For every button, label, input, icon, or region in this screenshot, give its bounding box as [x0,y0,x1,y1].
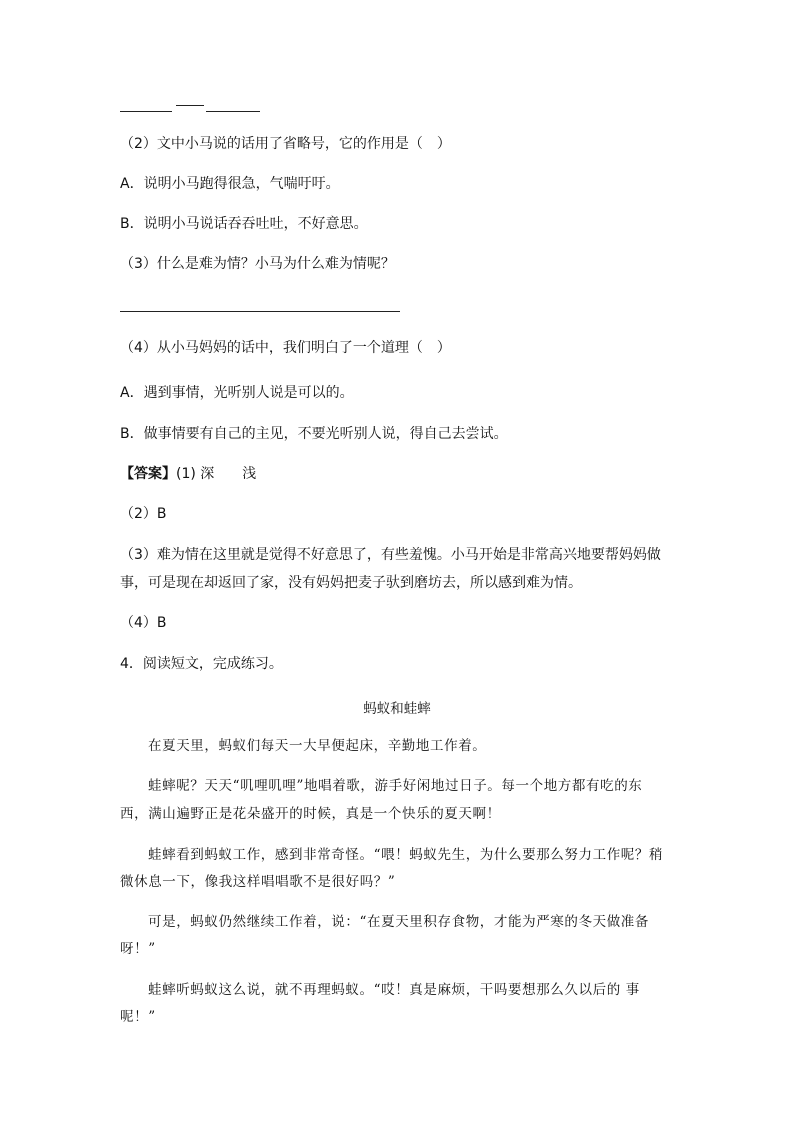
answer-1: (1) 深 浅 [176,466,257,482]
answer-blank-1 [120,111,172,112]
question-part-4: （4）从小马妈妈的话中，我们明白了一个道理（ ） [120,340,451,356]
option-4b: B．做事情要有自己的主见，不要光听别人说，得自己去尝试。 [120,426,508,442]
answer-2: （2）B [120,506,167,522]
answer-3-line-1: （3）难为情在这里就是觉得不好意思了，有些羞愧。小马开始是非常高兴地要帮妈妈做 [120,547,661,563]
option-2a: A．说明小马跑得很急，气喘吁吁。 [120,176,340,192]
question-part-2: （2）文中小马说的话用了省略号，它的作用是（ ） [120,136,451,152]
story-title: 蚂蚁和蛙蟀 [363,701,431,717]
answer-4: （4）B [120,615,167,631]
story-paragraph-5-line-1: 蛙蟀听蚂蚁这么说，就不再理蚂蚁。“哎！真是麻烦，干吗要想那么久以后的 事 [148,982,640,998]
story-paragraph-2-line-2: 西，满山遍野正是花朵盛开的时候，真是一个快乐的夏天啊！ [120,806,501,822]
story-paragraph-2-line-1: 蛙蟀呢？天天“叽哩叽哩”地唱着歌，游手好闲地过日子。每一个地方都有吃的东 [148,778,643,794]
option-4a: A．遇到事情，光听别人说是可以的。 [120,385,354,401]
story-paragraph-5-line-2: 呢！” [120,1009,156,1025]
option-2b: B．说明小马说话吞吞吐吐，不好意思。 [120,216,368,232]
question-part-3: （3）什么是难为情？小马为什么难为情呢？ [120,256,395,272]
answer-line-1 [120,466,256,482]
story-paragraph-4-line-2: 呀！” [120,941,156,957]
story-paragraph-3-line-2: 微休息一下，像我这样唱唱歌不是很好吗？” [120,874,396,890]
story-paragraph-1: 在夏天里，蚂蚁们每天一大早便起床，辛勤地工作着。 [148,738,487,754]
story-paragraph-3-line-1: 蛙蟀看到蚂蚁工作，感到非常奇怪。“喂！蚂蚁先生，为什么要那么努力工作呢？稍 [148,847,664,863]
answer-label: 【答案】 [120,466,176,482]
answer-blank-3 [206,111,260,112]
answer-blank-part-3 [120,311,400,312]
answer-blank-2 [176,105,204,106]
answer-3-line-2: 事，可是现在却返回了家，没有妈妈把麦子驮到磨坊去，所以感到难为情。 [120,575,582,591]
question-4: 4．阅读短文，完成练习。 [120,656,283,672]
story-paragraph-4-line-1: 可是，蚂蚁仍然继续工作着，说：“在夏天里积存食物，才能为严寒的冬天做准备 [148,914,650,930]
